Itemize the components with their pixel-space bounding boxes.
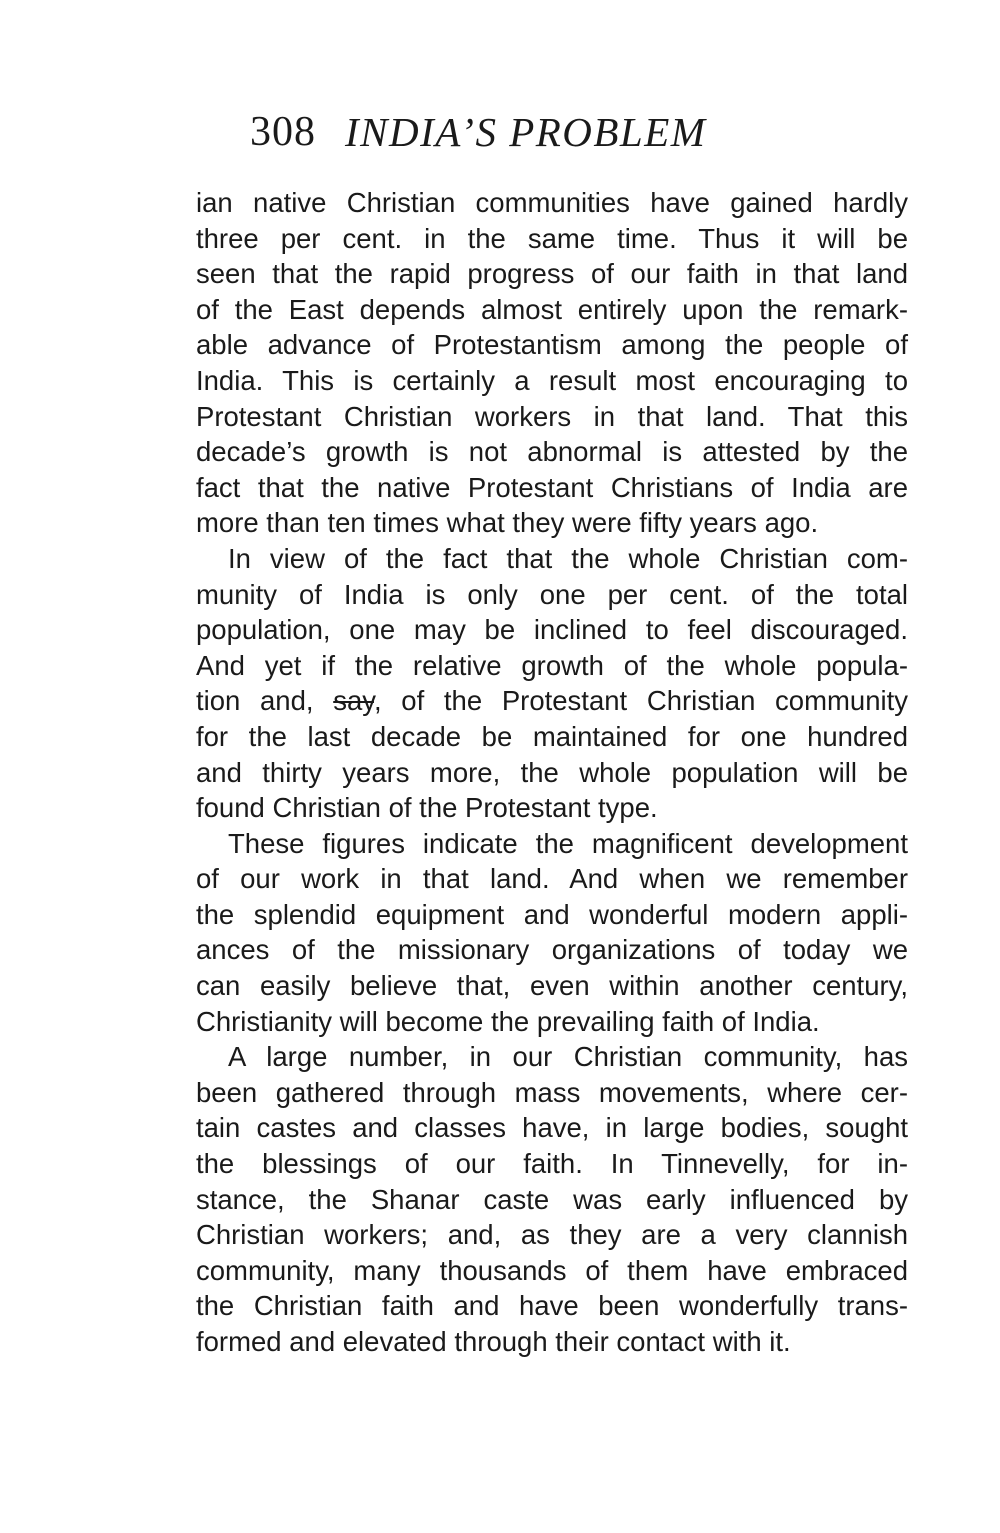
text-line: And yet if the relative growth of the whole popula- bbox=[196, 649, 908, 681]
paragraph bbox=[196, 826, 908, 1040]
running-head bbox=[250, 108, 810, 158]
text-line: Protestant Christian workers in that land. That this bbox=[196, 400, 908, 432]
running-title: INDIA’S PROBLEM bbox=[345, 109, 707, 155]
body-text bbox=[196, 185, 908, 1360]
paragraph bbox=[196, 185, 908, 541]
text-line: India. This is certainly a result most encouraging to bbox=[196, 364, 908, 396]
text-line: found Christian of the Protestant type. bbox=[196, 792, 658, 824]
text-line: ian native Christian communities have gained hardly bbox=[196, 187, 908, 218]
text-line: seen that the rapid progress of our faith in that land bbox=[196, 258, 908, 290]
text-line: and thirty years more, the whole population will be bbox=[196, 756, 908, 788]
text-line: formed and elevated through their contact with it. bbox=[196, 1326, 791, 1357]
text-line: These figures indicate the magnificent development bbox=[228, 827, 908, 859]
text-fragment: , of the Protestant Christian community bbox=[373, 685, 908, 717]
text-line: able advance of Protestantism among the people of bbox=[196, 329, 908, 361]
text-line bbox=[196, 683, 908, 719]
text-line: stance, the Shanar caste was early influenced by bbox=[196, 1183, 908, 1215]
text-line: community, many thousands of them have embraced bbox=[196, 1254, 908, 1286]
text-line: three per cent. in the same time. Thus it will be bbox=[196, 222, 908, 254]
text-line: munity of India is only one per cent. of the total bbox=[196, 578, 908, 610]
text-line: ances of the missionary organizations of today we bbox=[196, 934, 908, 966]
page-number: 308 bbox=[250, 109, 316, 155]
text-line: A large number, in our Christian community, has bbox=[228, 1041, 908, 1073]
paragraph bbox=[196, 541, 908, 826]
text-line: been gathered through mass movements, where cer- bbox=[196, 1076, 908, 1108]
text-line: more than ten times what they were fifty years ago. bbox=[196, 507, 819, 539]
text-line: the Christian faith and have been wonderfully trans- bbox=[196, 1290, 908, 1322]
text-line: Christianity will become the prevailing faith of India. bbox=[196, 1005, 820, 1037]
text-line: for the last decade be maintained for one hundred bbox=[196, 720, 908, 752]
text-line: Christian workers; and, as they are a very clannish bbox=[196, 1219, 908, 1251]
text-fragment: tion and, bbox=[196, 685, 334, 717]
text-line: the blessings of our faith. In Tinnevelly, for in- bbox=[196, 1148, 908, 1180]
struck-word: say bbox=[333, 685, 374, 717]
text-line: decade’s growth is not abnormal is attested by the bbox=[196, 436, 908, 468]
paragraph bbox=[196, 1039, 908, 1359]
text-line: can easily believe that, even within another century, bbox=[196, 970, 908, 1002]
text-line: the splendid equipment and wonderful modern appli- bbox=[196, 898, 908, 930]
text-line: of the East depends almost entirely upon the remark- bbox=[196, 293, 908, 325]
text-line: of our work in that land. And when we remember bbox=[196, 863, 908, 895]
text-line: tain castes and classes have, in large bodies, sought bbox=[196, 1112, 908, 1144]
text-line: population, one may be inclined to feel discouraged. bbox=[196, 614, 908, 646]
text-line: fact that the native Protestant Christians of India are bbox=[196, 471, 908, 503]
text-line: In view of the fact that the whole Christian com- bbox=[228, 542, 908, 574]
